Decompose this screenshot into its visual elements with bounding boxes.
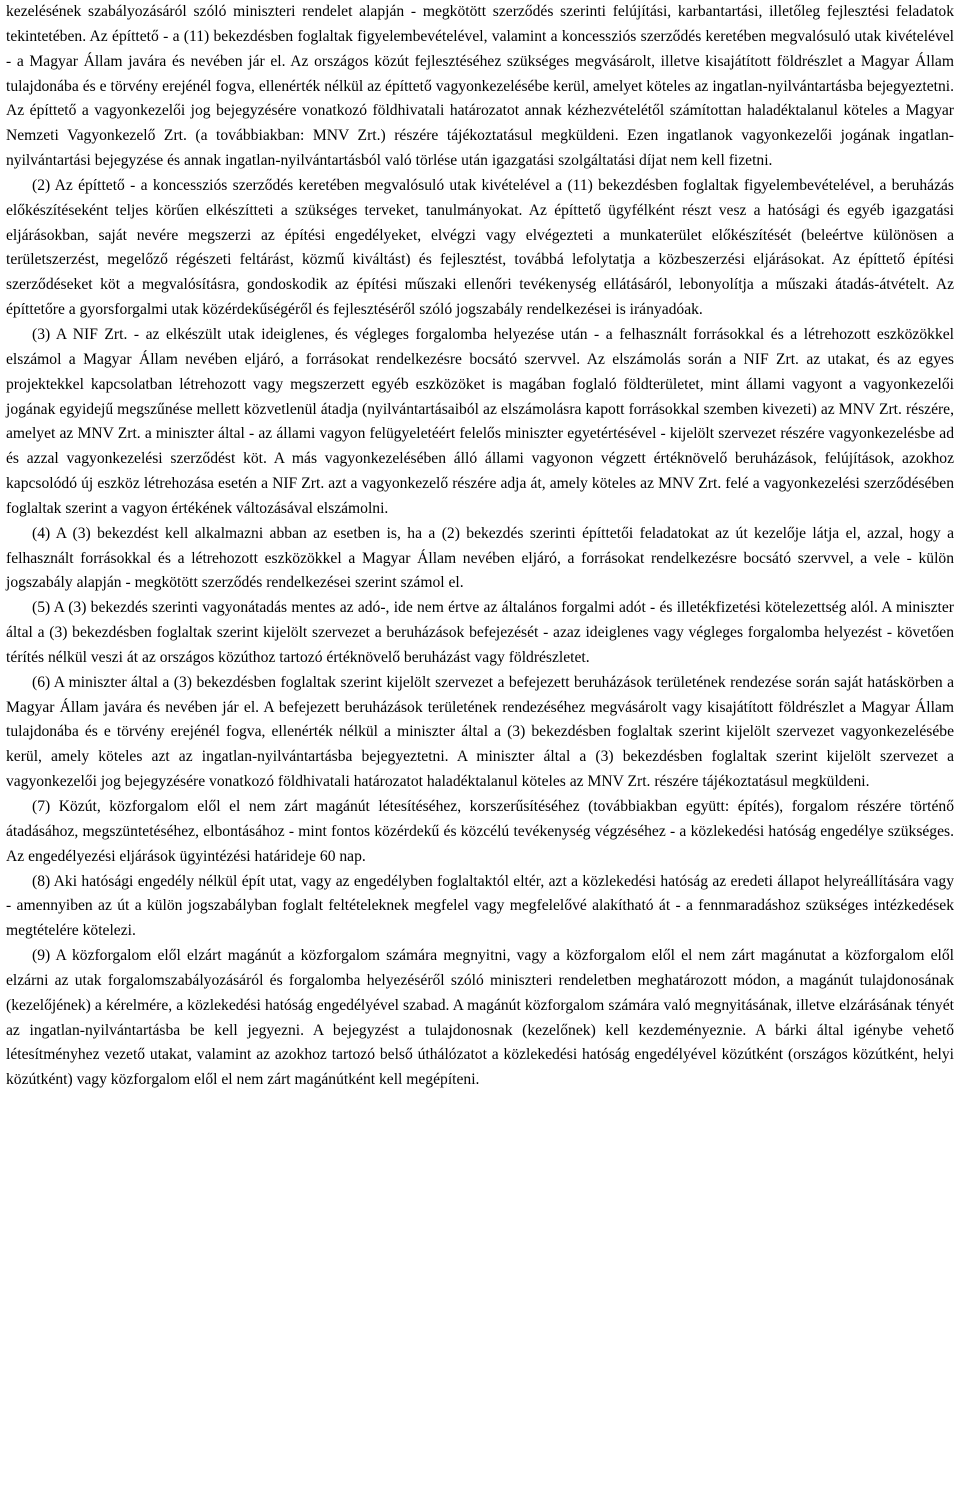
- paragraph-8: (8) Aki hatósági engedély nélkül épít utat, vagy az engedélyben foglaltaktól eltér, azt a közlekedési hatóság az eredeti állapot helyreállítására vagy - amennyiben az út a külön jogszabályban foglalt feltételeknek megfelel vagy megfelelővé alakítható át - a fennmaradáshoz szükséges intézkedések megtételére kötelezi.: [6, 872, 954, 940]
- paragraph-3: (3) A NIF Zrt. - az elkészült utak ideiglenes, és végleges forgalomba helyezése után - a felhasznált forrásokkal és a létrehozott eszközökkel elszámol a Magyar Állam nevében eljáró, a forrásokat rendelkezésre bocsátó szervvel. Az elszámolás során a NIF Zrt. az utakat, és az egyes projektekkel kapcsolatban létrehozott vagy megszerzett egyéb eszközöket is magában foglaló földterületet, mint állami vagyont a vagyonkezelői jogának egyidejű megszűnése mellett közvetlenül átadja (nyilvántartásaiból az elszámolásra kapott forrásokkal szemben kivezeti) az MNV Zrt. részére, amelyet az MNV Zrt. a miniszter által - az állami vagyon felügyeletéért felelős miniszter egyetértésével - kijelölt szervezet részére vagyonkezelésbe ad és azzal vagyonkezelési szerződést köt. A más vagyonkezelésében álló állami vagyonon végzett értéknövelő beruházások, felújítások, azokhoz kapcsolódó új eszköz létrehozása esetén a NIF Zrt. azt a vagyonkezelő részére adja át, amely köteles az MNV Zrt. felé a vagyonkezelési szerződésében foglaltak szerint a vagyon értékének változásával elszámolni.: [6, 325, 954, 517]
- paragraph-5: (5) A (3) bekezdés szerinti vagyonátadás mentes az adó-, ide nem értve az általános forgalmi adót - és illetékfizetési kötelezettség alól. A miniszter által a (3) bekezdésben foglaltak szerint kijelölt szervezet a beruházások befejezését - azaz ideiglenes vagy végleges forgalomba helyezést - követően térítés nélkül veszi át az országos közúthoz tartozó értéknövelő beruházást vagy földrészletet.: [6, 599, 954, 666]
- paragraph-2: (2) Az építtető - a koncessziós szerződés keretében megvalósuló utak kivételével a (11) bekezdésben foglaltak figyelembevételével, a beruházás előkészítéseként teljes körűen elkészítteti a szükséges terveket, tanulmányokat. Az építtető ügyfélként részt vesz a hatósági és egyéb igazgatási eljárásokban, saját nevére megszerzi az építési engedélyeket, elvégzi vagy elvégezteti a munkaterület előkészítését (beleértve különösen a területszerzést, megelőző régészeti feltárást, közmű kiváltást) és fejlesztést, továbbá lefolytatja a közbeszerzési eljárásokat. Az építtető építési szerződéseket köt a megvalósításra, gondoskodik az építési műszaki ellenőri tevékenység ellátásáról, lebonyolítja a műszaki átadás-átvételt. Az építtetőre a gyorsforgalmi utak közérdekűségéről és fejlesztéséről szóló jogszabály rendelkezései is irányadóak.: [6, 176, 954, 319]
- paragraph-continuation: kezelésének szabályozásáról szóló miniszteri rendelet alapján - megkötött szerződés szerinti felújítási, karbantartási, illetőleg fejlesztési feladatok tekintetében. Az építtető - a (11) bekezdésben foglaltak figyelembevételével, valamint a koncessziós szerződés keretében megvalósuló utak kivételével - a Magyar Állam javára és nevében jár el. Az országos közút fejlesztéséhez szükséges megvásárolt, illetve kisajátított földrészlet a Magyar Állam tulajdonába és e törvény erejénél fogva, ellenérték nélkül az építtető vagyonkezelésébe kerül, amelyet köteles az ingatlan-nyilvántartásba bejegyeztetni. Az építtető a vagyonkezelői jog bejegyzésére vonatkozó földhivatali határozatot annak kézhezvételétől számítottan haladéktalanul köteles a Magyar Nemzeti Vagyonkezelő Zrt. (a továbbiakban: MNV Zrt.) részére tájékoztatásul megküldeni. Ezen ingatlanok vagyonkezelői jogának ingatlan-nyilvántartási bejegyzése és annak ingatlan-nyilvántartásból való törlése után igazgatási szolgáltatási díjat nem kell fizetni.: [6, 3, 954, 170]
- paragraph-6: (6) A miniszter által a (3) bekezdésben foglaltak szerint kijelölt szervezet a befejezett beruházások területének rendezése során saját hatáskörben a Magyar Állam javára és nevében jár el. A befejezett beruházások területének rendezéséhez megvásárolt vagy kisajátított földrészlet a Magyar Állam tulajdonába és e törvény erejénél fogva, ellenérték nélkül a miniszter által a (3) bekezdésben foglaltak szerint kijelölt szervezet vagyonkezelésébe kerül, amely köteles azt az ingatlan-nyilvántartásba bejegyeztetni. A miniszter által a (3) bekezdésben foglaltak szerint kijelölt szervezet a vagyonkezelői jog bejegyzésére vonatkozó földhivatali határozatot haladéktalanul köteles az MNV Zrt. részére tájékoztatásul megküldeni.: [6, 673, 954, 791]
- paragraph-7: (7) Közút, közforgalom elől el nem zárt magánút létesítéséhez, korszerűsítéséhez (továbbiakban együtt: építés), forgalom részére történő átadásához, megszüntetéséhez, elbontásához - mint fontos közérdekű és közcélú tevékenység végzéséhez - a közlekedési hatóság engedélye szükséges. Az engedélyezési eljárások ügyintézési határideje 60 nap.: [6, 798, 954, 865]
- paragraph-9: (9) A közforgalom elől elzárt magánút a közforgalom számára megnyitni, vagy a közforgalom elől el nem zárt magánutat a közforgalom elől elzárni az utak forgalomszabályozásáról és forgalomba helyezéséről szóló miniszteri rendeletben meghatározott módon, a magánút tulajdonosának (kezelőjének) a kérelmére, a közlekedési hatóság engedélyével szabad. A magánút közforgalom számára való megnyitásának, illetve elzárásának tényét az ingatlan-nyilvántartásba be kell jegyezni. A bejegyzést a tulajdonosnak (kezelőnek) kell kezdeményeznie. A bárki által igénybe vehető létesítményhez vezető utakat, valamint az azokhoz tartozó belső úthálózatot a közlekedési hatóság engedélyével közútként (országos közútként, helyi közútként) vagy közforgalom elől el nem zárt magánútként kell megépíteni.: [6, 947, 954, 1089]
- paragraph-4: (4) A (3) bekezdést kell alkalmazni abban az esetben is, ha a (2) bekezdés szerinti építtetői feladatokat az út kezelője látja el, azzal, hogy a felhasznált forrásokkal és a létrehozott eszközökkel a Magyar Állam nevében eljáró, a forrásokat rendelkezésre bocsátó szervvel, a vele - külön jogszabály alapján - megkötött szerződés rendelkezései szerint számol el.: [6, 524, 954, 592]
